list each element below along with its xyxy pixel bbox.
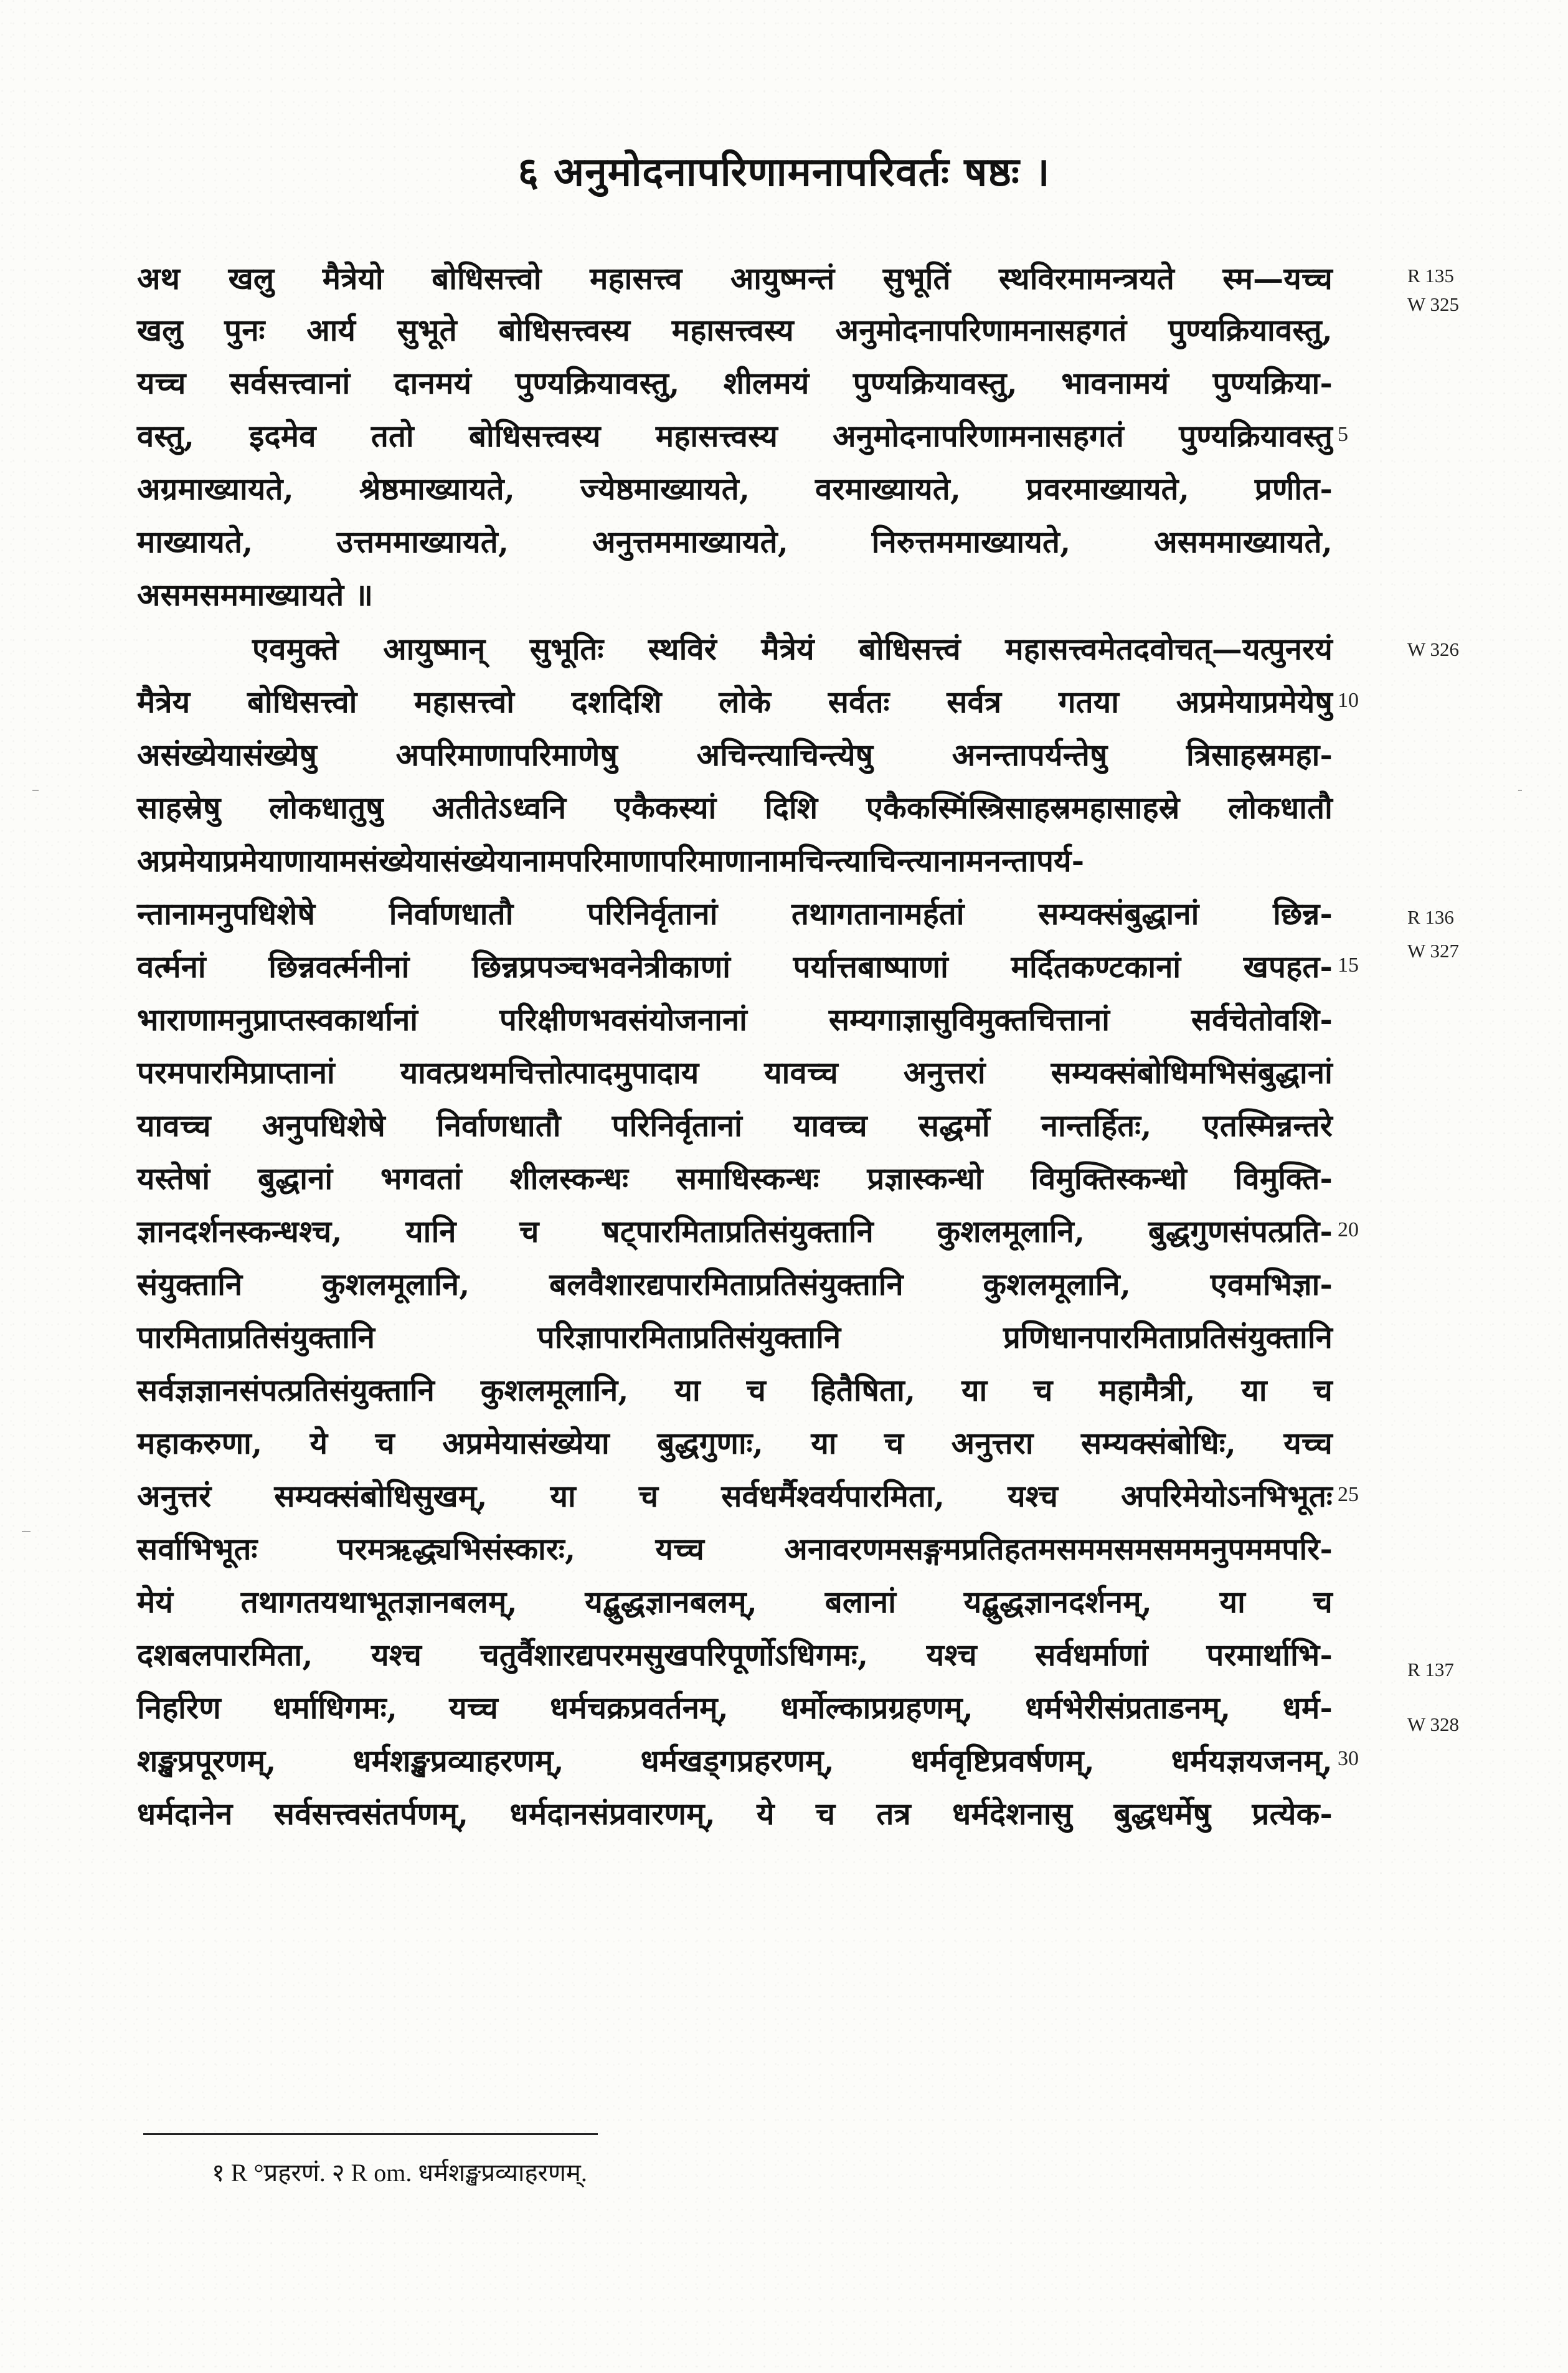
text-line: यच्च सर्वसत्त्वानां दानमयं पुण्यक्रियावस्तु, शीलमयं पुण्यक्रियावस्तु, भावनामयं पुण्यक्रिया- [137,365,1333,401]
text-line: माख्यायते, उत्तममाख्यायते, अनुत्तममाख्यायते, निरुत्तममाख्यायते, असममाख्यायते, [137,524,1333,560]
line-number: 20 [1338,1218,1359,1241]
text-line: ज्ञानदर्शनस्कन्धश्च, यानि च षट्पारमिताप्रतिसंयुक्तानि कुशलमूलानि, बुद्धगुणसंपत्प्रति- [137,1213,1333,1249]
line-number: 15 [1338,954,1359,977]
text-line: दशबलपारमिता, यश्च चतुर्वैशारद्यपरमसुखपरिपूर्णोऽधिगमः, यश्च सर्वधर्माणां परमार्थाभि- [137,1637,1333,1673]
text-line: मैत्रेय बोधिसत्त्वो महासत्त्वो दशदिशि लोके सर्वतः सर्वत्र गतया अप्रमेयाप्रमेयेषु [137,684,1333,720]
text-line: पारमिताप्रतिसंयुक्तानि परिज्ञापारमिताप्रतिसंयुक्तानि प्रणिधानपारमिताप्रतिसंयुक्तानि [137,1319,1333,1355]
scan-speck [1518,790,1522,791]
scan-speck [22,1531,31,1532]
margin-reference: W 327 [1407,940,1459,962]
text-line: साहस्रेषु लोकधातुषु अतीतेऽध्वनि एकैकस्यां दिशि एकैकस्मिंस्त्रिसाहस्रमहासाहस्रे लोकधातौ [137,790,1333,826]
text-line: संयुक्तानि कुशलमूलानि, बलवैशारद्यपारमिताप्रतिसंयुक्तानि कुशलमूलानि, एवमभिज्ञा- [137,1266,1333,1302]
footnote: १ R °प्रहरणं. २ R om. धर्मशङ्खप्रव्याहरणम्. [212,2159,587,2187]
text-line: असंख्येयासंख्येषु अपरिमाणापरिमाणेषु अचिन्त्याचिन्त्येषु अनन्तापर्यन्तेषु त्रिसाहस्रमहा- [137,737,1333,773]
text-line: अग्रमाख्यायते, श्रेष्ठमाख्यायते, ज्येष्ठमाख्यायते, वरमाख्यायते, प्रवरमाख्यायते, प्रणीत- [137,471,1333,507]
text-line: मेयं तथागतयथाभूतज्ञानबलम्, यद्बुद्धज्ञानबलम्, बलानां यद्बुद्धज्ञानदर्शनम्, या च [137,1584,1333,1620]
line-number: 25 [1338,1483,1359,1506]
margin-reference: W 325 [1407,293,1459,315]
margin-reference: W 326 [1407,638,1459,660]
text-line: यस्तेषां बुद्धानां भगवतां शीलस्कन्धः समाधिस्कन्धः प्रज्ञास्कन्धो विमुक्तिस्कन्धो विमुक्ति- [137,1160,1333,1196]
text-line: भाराणामनुप्राप्तस्वकार्थानां परिक्षीणभवसंयोजनानां सम्यगाज्ञासुविमुक्तचित्तानां सर्वचेतोवशि- [137,1002,1333,1038]
text-line: असमसममाख्यायते ॥ [137,577,374,613]
line-number: 30 [1338,1747,1359,1770]
text-line: परमपारमिप्राप्तानां यावत्प्रथमचित्तोत्पादमुपादाय यावच्च अनुत्तरां सम्यक्संबोधिमभिसंबुद्धानां [137,1054,1333,1091]
text-line: सर्वाभिभूतः परमऋद्ध्यभिसंस्कारः, यच्च अनावरणमसङ्गमप्रतिहतमसममसमसममनुपममपरि- [137,1531,1333,1567]
text-line: अनुत्तरं सम्यक्संबोधिसुखम्, या च सर्वधर्मैश्वर्यपारमिता, यश्च अपरिमेयोऽनभिभूतः [137,1478,1333,1514]
text-line: निर्हारेण धर्माधिगमः, यच्च धर्मचक्रप्रवर्तनम्, धर्मोल्काप्रग्रहणम्, धर्मभेरीसंप्रताडनम्, धर्म- [137,1690,1333,1726]
footnote-rule [143,2133,598,2135]
scan-speck [32,790,39,791]
text-line: यावच्च अनुपधिशेषे निर्वाणधातौ परिनिर्वृतानां यावच्च सद्धर्मो नान्तर्हितः, एतस्मिन्नन्तरे [137,1107,1333,1144]
margin-reference: R 137 [1407,1659,1454,1680]
margin-reference: W 328 [1407,1713,1459,1735]
margin-reference: R 136 [1407,906,1454,928]
text-line: न्तानामनुपधिशेषे निर्वाणधातौ परिनिर्वृतानां तथागतानामर्हतां सम्यक्संबुद्धानां छिन्न- [137,896,1333,932]
line-number: 10 [1338,689,1359,712]
text-line: वस्तु, इदमेव ततो बोधिसत्त्वस्य महासत्त्वस्य अनुमोदनापरिणामनासहगतं पुण्यक्रियावस्तु [137,418,1333,454]
text-line: वर्त्मनां छिन्नवर्त्मनीनां छिन्नप्रपञ्चभवनेत्रीकाणां पर्यात्तबाष्पाणां मर्दितकण्टकानां खपहत- [137,949,1333,985]
line-number: 5 [1338,423,1348,446]
text-line: सर्वज्ञज्ञानसंपत्प्रतिसंयुक्तानि कुशलमूलानि, या च हितैषिता, या च महामैत्री, या च [137,1372,1333,1408]
text-line: महाकरुणा, ये च अप्रमेयासंख्येया बुद्धगुणाः, या च अनुत्तरा सम्यक्संबोधिः, यच्च [137,1425,1333,1461]
text-line: अथ खलु मैत्रेयो बोधिसत्त्वो महासत्त्व आयुष्मन्तं सुभूतिं स्थविरमामन्त्रयते स्म—यच्च [137,260,1333,296]
text-line: खलु पुनः आर्य सुभूते बोधिसत्त्वस्य महासत्त्वस्य अनुमोदनापरिणामनासहगतं पुण्यक्रियावस्तु, [137,312,1333,348]
text-line: शङ्खप्रपूरणम्, धर्मशङ्खप्रव्याहरणम्, धर्मखड्गप्रहरणम्, धर्मवृष्टिप्रवर्षणम्, धर्मयज्ञयजनम्, [137,1743,1333,1779]
text-line: धर्मदानेन सर्वसत्त्वसंतर्पणम्, धर्मदानसंप्रवारणम्, ये च तत्र धर्मदेशनासु बुद्धधर्मेषु प्रत्येक- [137,1796,1333,1832]
text-line: अप्रमेयाप्रमेयाणायामसंख्येयासंख्येयानामपरिमाणापरिमाणानामचिन्त्याचिन्त्यानामनन्तापर्य- [137,843,1085,879]
margin-reference: R 135 [1407,265,1454,287]
chapter-title: ६ अनुमोदनापरिणामनापरिवर्तः षष्ठः । [517,149,1051,196]
text-line: एवमुक्ते आयुष्मान् सुभूतिः स्थविरं मैत्रेयं बोधिसत्त्वं महासत्त्वमेतदवोचत्—यत्पुनरयं [252,631,1333,667]
